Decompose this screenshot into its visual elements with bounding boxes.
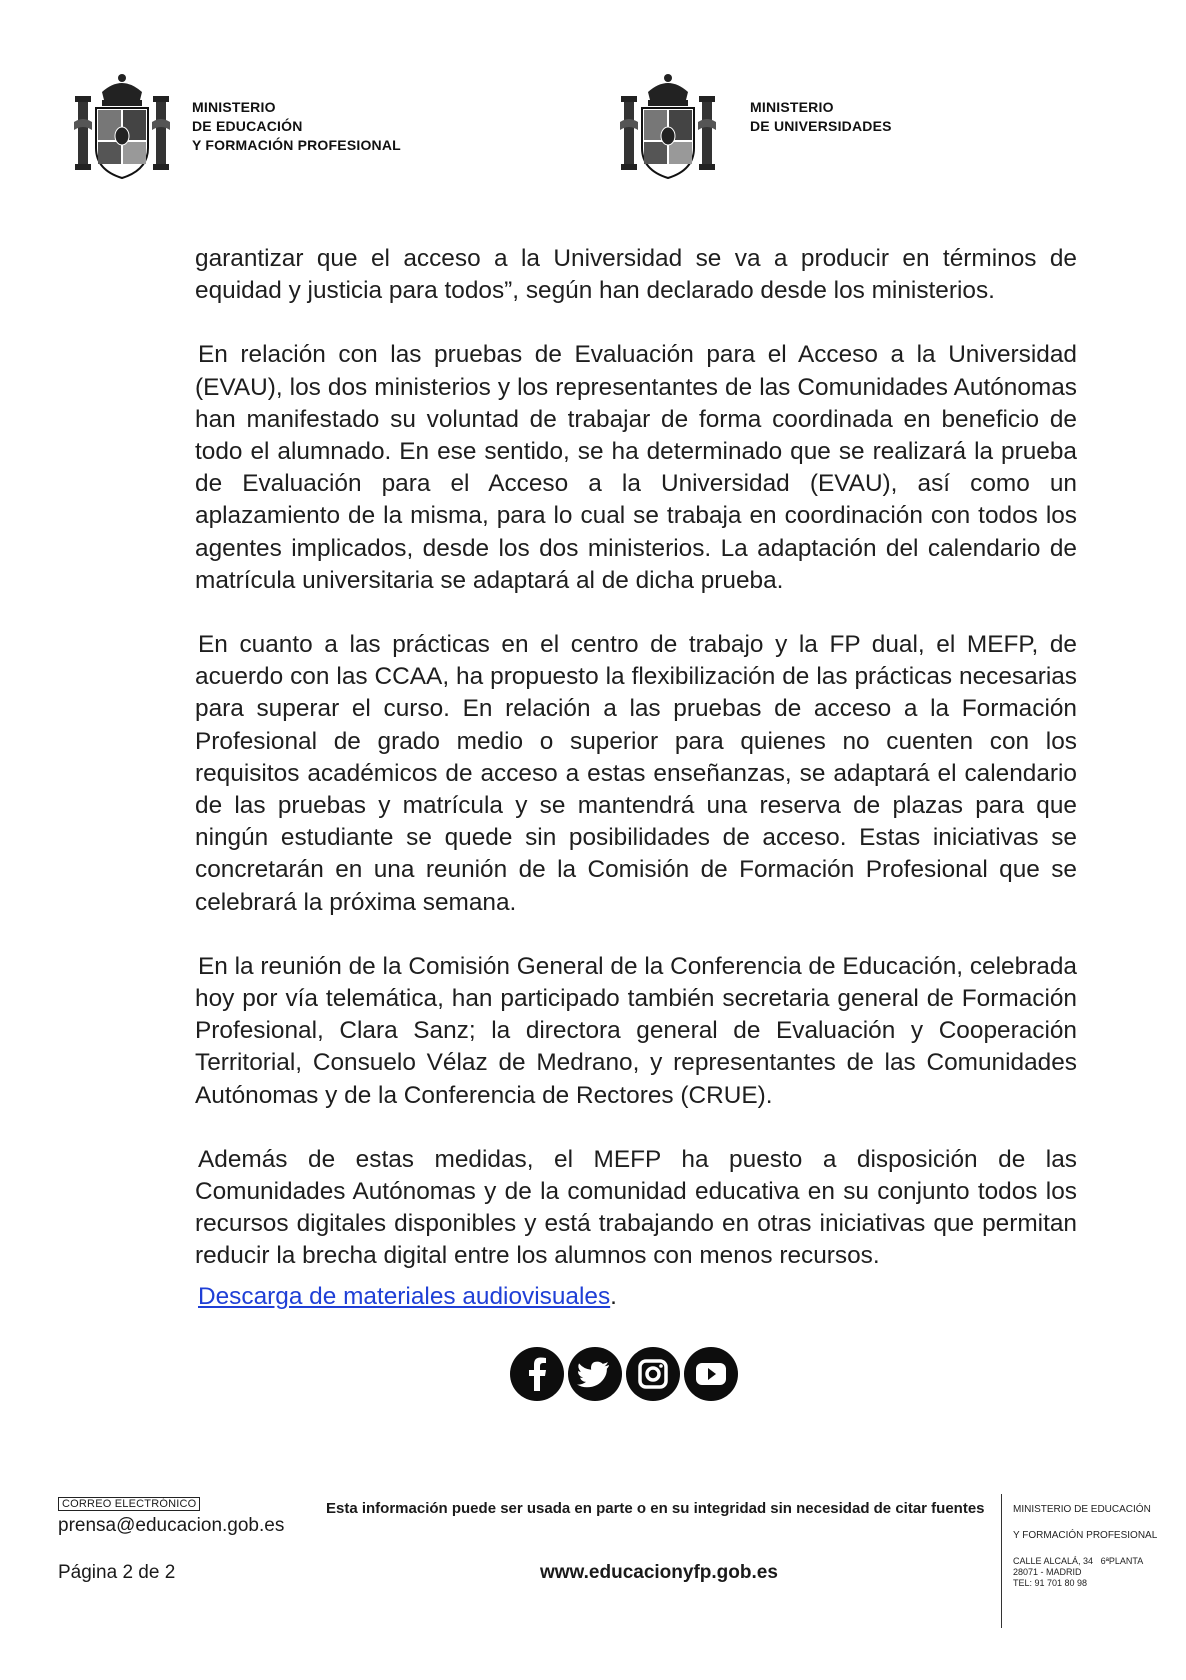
address-line: MINISTERIO DE EDUCACIÓN <box>1013 1504 1151 1515</box>
address-floor: 6ªPLANTA <box>1100 1556 1144 1566</box>
ministry-line: MINISTERIO <box>192 99 276 115</box>
download-link-line <box>198 1281 617 1313</box>
ministry-line: DE EDUCACIÓN <box>192 118 303 134</box>
paragraph: En cuanto a las prácticas en el centro de trabajo y la FP dual, el MEFP, de acuerdo con las CCAA, ha propuesto la flexibilización de las prácticas necesarias para superar el curso. En relación a las pruebas de acceso a la Formación Profesional de grado medio o superior para quienes no cuenten con los requisitos académicos de acceso a estas enseñanzas, se adaptará el calendario de las pruebas y matrícula y se mantendrá una reserva de plazas para que ningún estudiante se quede sin posibilidades de acceso. Estas iniciativas se concretarán en una reunión de la Comisión de Formación Profesional que se celebrará la próxima semana. <box>195 631 1077 916</box>
usage-note: Esta información puede ser usada en parte o en su integridad sin necesidad de citar fuentes <box>326 1500 985 1517</box>
header-right-ministry <box>618 70 978 190</box>
instagram-icon[interactable] <box>626 1347 680 1401</box>
address-line: Y FORMACIÓN PROFESIONAL <box>1013 1530 1158 1541</box>
ministry-address <box>1013 1504 1157 1589</box>
paragraph: Además de estas medidas, el MEFP ha puesto a disposición de las Comunidades Autónomas y de la comunidad educativa en su conjunto todos los recursos digitales disponibles y está trabajando en otras iniciativas que permitan reducir la brecha digital entre los alumnos con menos recursos. <box>195 1145 1077 1270</box>
paragraph: garantizar que el acceso a la Universidad se va a producir en términos de equidad y justicia para todos”, según han declarado desde los ministerios. <box>195 245 1077 305</box>
youtube-icon[interactable] <box>684 1347 738 1401</box>
press-release-body <box>195 243 1077 1305</box>
ministry-line: DE UNIVERSIDADES <box>750 118 892 134</box>
spanish-coat-of-arms-icon <box>72 70 172 182</box>
page-number: Página 2 de 2 <box>58 1562 176 1583</box>
address-street: CALLE ALCALÁ, 34 <box>1013 1556 1094 1566</box>
footer-divider <box>1001 1494 1002 1628</box>
address-phone: TEL: 91 701 80 98 <box>1013 1578 1088 1588</box>
website-link[interactable]: www.educacionyfp.gob.es <box>540 1562 778 1583</box>
link-suffix: . <box>610 1283 617 1310</box>
press-email[interactable]: prensa@educacion.gob.es <box>58 1515 285 1536</box>
ministry-name-right <box>750 98 892 136</box>
ministry-line: MINISTERIO <box>750 99 834 115</box>
facebook-icon[interactable] <box>510 1347 564 1401</box>
paragraph: En la reunión de la Comisión General de la Conferencia de Educación, celebrada hoy por vía telemática, han participado también secretaria general de Formación Profesional, Clara Sanz; la directora general de Evaluación y Cooperación Territorial, Consuelo Vélaz de Medrano, y representantes de las Comunidades Autónomas y de la Conferencia de Rectores (CRUE). <box>195 952 1077 1109</box>
email-label: CORREO ELECTRÓNICO <box>58 1497 200 1511</box>
address-street-row <box>1013 1556 1157 1567</box>
ministry-name-left <box>192 98 401 155</box>
download-materials-link[interactable]: Descarga de materiales audiovisuales <box>198 1283 611 1310</box>
spanish-coat-of-arms-icon <box>618 70 718 182</box>
header-left-ministry <box>72 70 492 190</box>
twitter-icon[interactable] <box>568 1347 622 1401</box>
social-links <box>510 1347 740 1403</box>
paragraph: En relación con las pruebas de Evaluación para el Acceso a la Universidad (EVAU), los dos ministerios y los representantes de las Comunidades Autónomas han manifestado su voluntad de trabajar de forma coordinada en beneficio de todo el alumnado. En ese sentido, se ha determinado que se realizará la prueba de Evaluación para el Acceso a la Universidad (EVAU), así como un aplazamiento de la misma, para lo cual se trabaja en coordinación con todos los agentes implicados, desde los dos ministerios. La adaptación del calendario de matrícula universitaria se adaptará al de dicha prueba. <box>195 341 1077 594</box>
address-city: 28071 - MADRID <box>1013 1567 1082 1577</box>
ministry-line: Y FORMACIÓN PROFESIONAL <box>192 137 401 153</box>
